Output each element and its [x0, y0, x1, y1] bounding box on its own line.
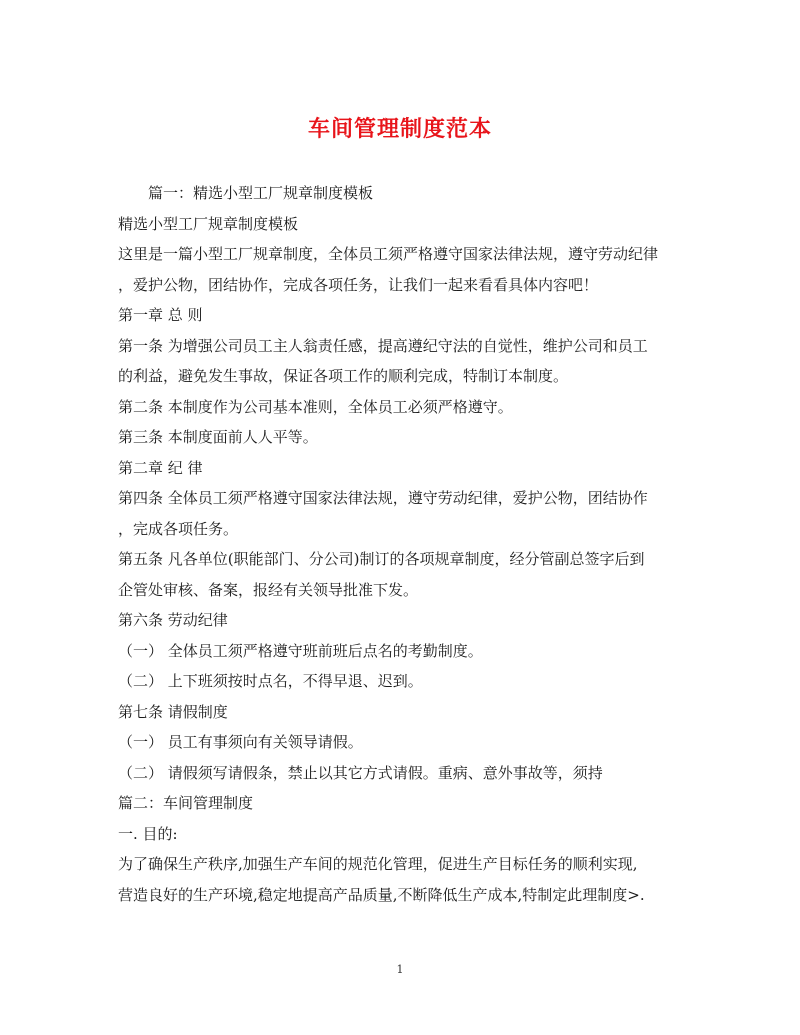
section-heading-2: 篇二：车间管理制度 [118, 794, 254, 812]
paragraph-line: 精选小型工厂规章制度模板 [118, 214, 299, 233]
page-number: 1 [396, 963, 404, 976]
list-item: （二） 上下班须按时点名，不得早退、迟到。 [118, 672, 423, 690]
article-line: 第一条 为增强公司员工主人翁责任感，提高遵纪守法的自觉性，维护公司和员工 [118, 336, 648, 355]
chapter-heading-1: 第一章 总 则 [118, 306, 203, 324]
article-line: 第六条 劳动纪律 [118, 611, 228, 629]
list-item: （一） 全体员工须严格遵守班前班后点名的考勤制度。 [118, 641, 483, 660]
chapter-heading-2: 第二章 纪 律 [118, 458, 203, 477]
list-item: （一） 员工有事须向有关领导请假。 [118, 733, 363, 751]
paragraph-line: 这里是一篇小型工厂规章制度，全体员工须严格遵守国家法律法规，遵守劳动纪律 [118, 245, 659, 263]
article-line: ，完成各项任务。 [118, 519, 239, 538]
paragraph-line: ，爱护公物，团结协作，完成各项任务，让我们一起来看看具体内容吧！ [118, 275, 599, 294]
paragraph-line: 为了确保生产秩序,加强生产车间的规范化管理，促进生产目标任务的顺利实现, [118, 855, 638, 873]
list-item: （二） 请假须写请假条，禁止以其它方式请假。重病、意外事故等，须持 [118, 763, 603, 782]
section-heading-1: 篇一：精选小型工厂规章制度模板 [148, 184, 374, 202]
article-line: 第二条 本制度作为公司基本准则，全体员工必须严格遵守。 [118, 397, 513, 416]
paragraph-line: 营造良好的生产环境,稳定地提高产品质量,不断降低生产成本,特制定此理制度>. [118, 885, 645, 904]
document-title: 车间管理制度范本 [307, 116, 492, 142]
article-line: 第七条 请假制度 [118, 702, 228, 721]
article-line: 第三条 本制度面前人人平等。 [118, 428, 318, 446]
article-line: 企管处审核、备案，报经有关领导批准下发。 [118, 580, 419, 599]
article-line: 第四条 全体员工须严格遵守国家法律法规，遵守劳动纪律，爱护公物，团结协作 [118, 489, 648, 507]
article-line: 的利益，避免发生事故，保证各项工作的顺利完成，特制订本制度。 [118, 367, 569, 385]
subsection-heading: 一. 目的: [118, 824, 178, 843]
article-line: 第五条 凡各单位(职能部门、分公司)制订的各项规章制度，经分管副总签字后到 [118, 550, 645, 568]
document-body [118, 178, 693, 910]
